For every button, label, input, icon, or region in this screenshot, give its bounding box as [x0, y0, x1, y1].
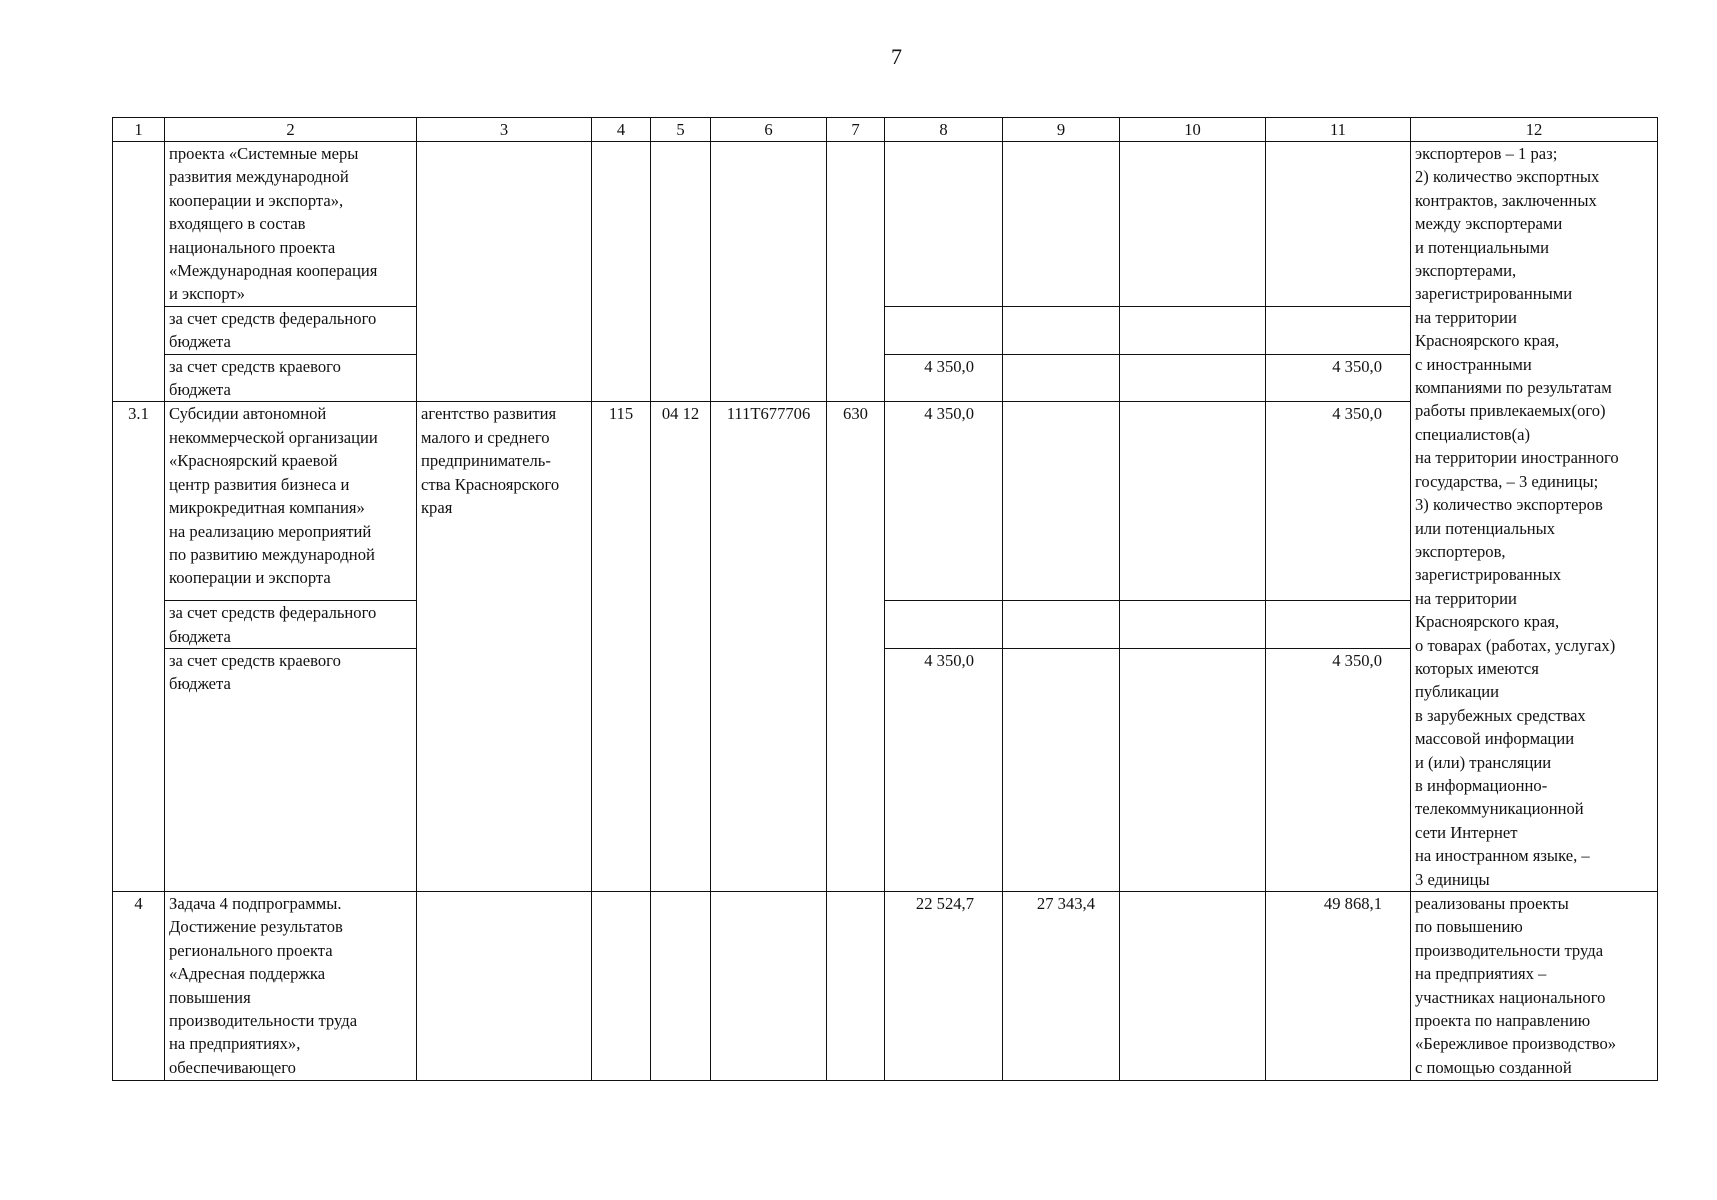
- amount-cell: 4 350,0: [1266, 354, 1411, 402]
- header-cell: 5: [651, 118, 711, 142]
- cell-empty: [592, 142, 651, 402]
- federal-budget-label: за счет средств федерального бюджета: [165, 306, 417, 354]
- cell-empty: [827, 892, 885, 1081]
- regional-budget-label: за счет средств краевого бюджета: [165, 354, 417, 402]
- header-cell: 9: [1003, 118, 1120, 142]
- code-csr-cell: 111Т677706: [711, 402, 827, 892]
- cell-empty: [417, 892, 592, 1081]
- budget-table: [112, 117, 1658, 1081]
- cell-empty: [1003, 601, 1120, 649]
- code-grbs-cell: 115: [592, 402, 651, 892]
- task-description-cell: Задача 4 подпрограммы. Достижение результатов регионального проекта «Адресная поддержка повышения производительности труда на предприятиях», обеспечивающего: [165, 892, 417, 1081]
- header-cell: 6: [711, 118, 827, 142]
- cell-empty: [1266, 601, 1411, 649]
- header-cell: 8: [885, 118, 1003, 142]
- result-indicators-cell: реализованы проекты по повышению производительности труда на предприятиях – участниках национального проекта по направлению «Бережливое производство» с помощью созданной: [1411, 892, 1658, 1081]
- header-cell: 12: [1411, 118, 1658, 142]
- executor-cell: агентство развития малого и среднего предприниматель- ства Красноярского края: [417, 402, 592, 892]
- cell-empty: [827, 142, 885, 402]
- header-cell: 10: [1120, 118, 1266, 142]
- cell-empty: [1003, 306, 1120, 354]
- amount-cell: 4 350,0: [1266, 402, 1411, 601]
- cell-empty: [1120, 142, 1266, 307]
- cell-empty: [651, 892, 711, 1081]
- column-number-header-row: [113, 118, 1658, 142]
- cell-empty: [711, 142, 827, 402]
- cell-empty: [592, 892, 651, 1081]
- header-cell: 7: [827, 118, 885, 142]
- header-cell: 3: [417, 118, 592, 142]
- cell-empty: [1120, 306, 1266, 354]
- header-cell: 11: [1266, 118, 1411, 142]
- table-row: [113, 142, 1658, 307]
- cell-empty: [1003, 649, 1120, 892]
- cell-empty: [885, 142, 1003, 307]
- project-description-cell: проекта «Системные меры развития международной кооперации и экспорта», входящего в состав национального проекта «Международная кооперация и экспорт»: [165, 142, 417, 307]
- header-cell: 2: [165, 118, 417, 142]
- row-number: 3.1: [113, 402, 165, 892]
- result-indicators-cell: экспортеров – 1 раз; 2) количество экспортных контрактов, заключенных между экспортерами и потенциальными экспортерами, зарегистрированными на территории Красноярского края, с иностранными компаниями по результатам работы привлекаемых(ого) специалистов(а) на территории иностранного государства, – 3 единицы; 3) количество экспортеров или потенциальных экспортеров, зарегистрированных на территории Красноярского края, о товарах (работах, услугах) которых имеются публикации в зарубежных средствах массовой информации и (или) трансляции в информационно- телекоммуникационной сети Интернет на иностранном языке, – 3 единицы: [1411, 142, 1658, 892]
- cell-empty: [885, 601, 1003, 649]
- num-cell-empty: [113, 142, 165, 402]
- cell-empty: [1120, 649, 1266, 892]
- amount-cell: 49 868,1: [1266, 892, 1411, 1081]
- cell-empty: [1120, 601, 1266, 649]
- table-row: [113, 892, 1658, 1081]
- page-number: 7: [891, 44, 902, 69]
- cell-empty: [885, 306, 1003, 354]
- cell-empty: [711, 892, 827, 1081]
- cell-empty: [1266, 306, 1411, 354]
- budget-table-container: [112, 117, 1658, 1081]
- header-cell: 4: [592, 118, 651, 142]
- amount-cell: 4 350,0: [885, 402, 1003, 601]
- code-vr-cell: 630: [827, 402, 885, 892]
- amount-cell: 22 524,7: [885, 892, 1003, 1081]
- code-rzpr-cell: 04 12: [651, 402, 711, 892]
- amount-cell: 27 343,4: [1003, 892, 1120, 1081]
- regional-budget-label: за счет средств краевого бюджета: [165, 649, 417, 892]
- federal-budget-label: за счет средств федерального бюджета: [165, 601, 417, 649]
- cell-empty: [1003, 142, 1120, 307]
- cell-empty: [1003, 354, 1120, 402]
- amount-cell: 4 350,0: [1266, 649, 1411, 892]
- cell-empty: [1120, 354, 1266, 402]
- cell-empty: [1266, 142, 1411, 307]
- amount-cell: 4 350,0: [885, 354, 1003, 402]
- executor-cell-empty: [417, 142, 592, 402]
- cell-empty: [651, 142, 711, 402]
- cell-empty: [1120, 892, 1266, 1081]
- activity-description-cell: Субсидии автономной некоммерческой организации «Красноярский краевой центр развития бизнеса и микрокредитная компания» на реализацию мероприятий по развитию международной кооперации и экспорта: [165, 402, 417, 601]
- cell-empty: [1120, 402, 1266, 601]
- amount-cell: 4 350,0: [885, 649, 1003, 892]
- cell-empty: [1003, 402, 1120, 601]
- header-cell: 1: [113, 118, 165, 142]
- row-number: 4: [113, 892, 165, 1081]
